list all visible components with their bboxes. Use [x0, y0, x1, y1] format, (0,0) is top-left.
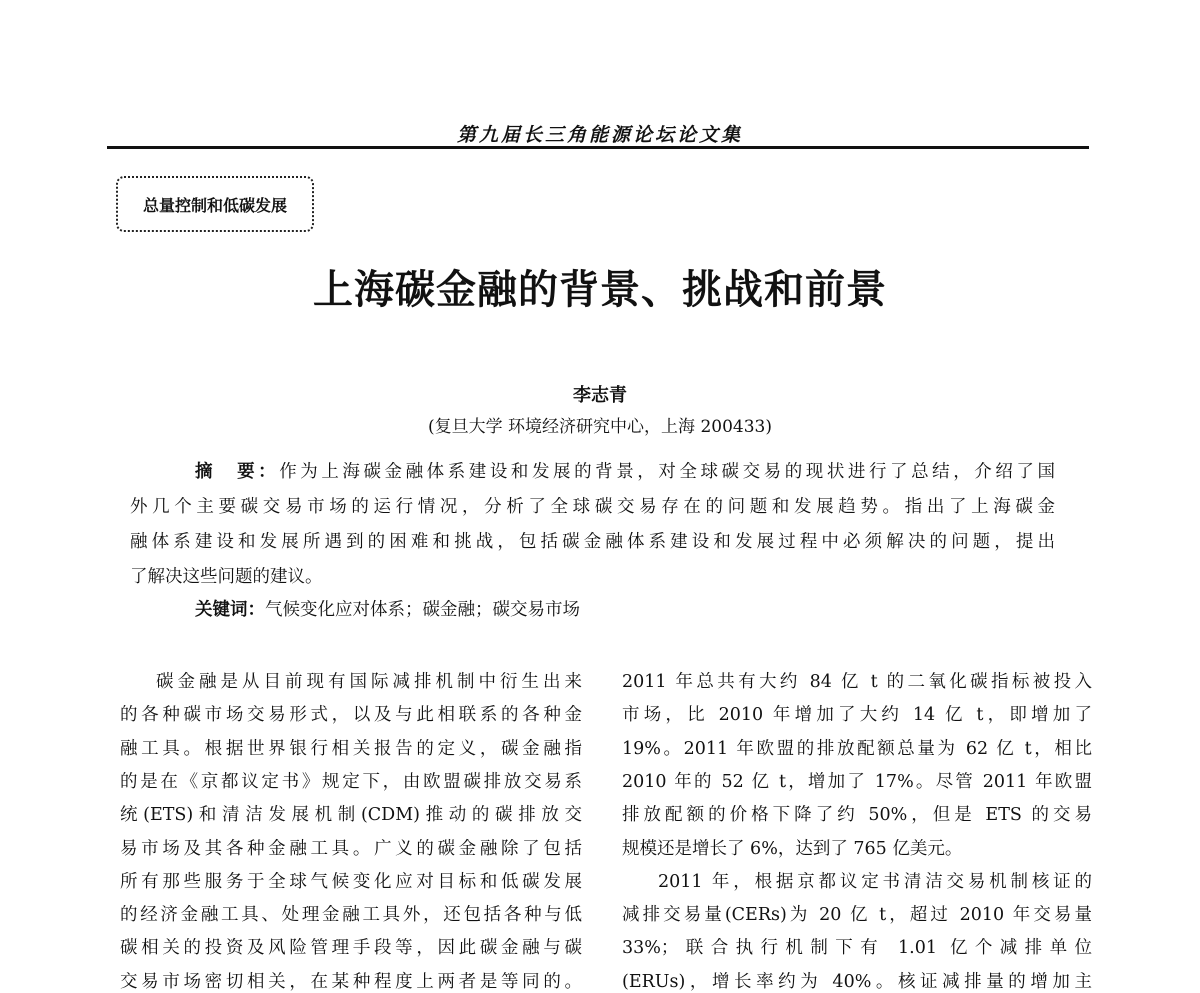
abstract-line: 融体系建设和发展所遇到的困难和挑战，包括碳金融体系建设和发展过程中必须解决的问题，提出: [130, 532, 1055, 552]
body-text-line: 市场，比 2010 年增加了大约 14 亿 t，即增加了: [622, 705, 1092, 726]
body-text-line: 19%。2011 年欧盟的排放配额总量为 62 亿 t，相比: [622, 738, 1092, 759]
body-text-line: 2011 年总共有大约 84 亿 t 的二氧化碳指标被投入: [622, 672, 1092, 692]
body-text-line: 碳相关的投资及风险管理手段等，因此碳金融与碳: [120, 938, 582, 959]
header-rule: [107, 146, 1089, 149]
body-text-line: 的经济金融工具、处理金融工具外，还包括各种与低: [120, 905, 582, 926]
body-text-line: 统(ETS)和清洁发展机制(CDM)推动的碳排放交: [120, 805, 582, 826]
body-text-line: 减排交易量(CERs)为 20 亿 t，超过 2010 年交易量: [622, 905, 1092, 926]
body-text-line: 碳金融是从目前现有国际减排机制中衍生出来: [156, 672, 582, 692]
body-text-line: (ERUs)，增长率约为 40%。核证减排量的增加主: [622, 971, 1092, 992]
keywords-text: 气候变化应对体系；碳金融；碳交易市场: [265, 600, 580, 620]
body-text-line: 易市场及其各种金融工具。广义的碳金融除了包括: [120, 838, 582, 859]
abstract-label: 摘 要：: [195, 462, 280, 482]
keywords: [195, 596, 580, 621]
keywords-label: 关键词：: [195, 600, 265, 620]
running-head: 第九届长三角能源论坛论文集: [456, 124, 743, 146]
body-text-line: 排放配额的价格下降了约 50%，但是 ETS 的交易: [622, 805, 1092, 826]
section-badge: 总量控制和低碳发展: [116, 176, 314, 232]
body-text-line: 的是在《京都议定书》规定下，由欧盟碳排放交易系: [120, 771, 582, 792]
abstract-line: 摘 要：作为上海碳金融体系建设和发展的背景，对全球碳交易的现状进行了总结，介绍了国: [195, 462, 1055, 482]
abstract-line: 了解决这些问题的建议。: [130, 567, 323, 587]
body-text-line: 融工具。根据世界银行相关报告的定义，碳金融指: [120, 738, 582, 759]
body-text-line: 所有那些服务于全球气候变化应对目标和低碳发展: [120, 871, 582, 892]
paper-title: 上海碳金融的背景、挑战和前景: [313, 267, 887, 313]
affiliation: (复旦大学 环境经济研究中心，上海 200433): [428, 417, 772, 437]
abstract-line: 外几个主要碳交易市场的运行情况，分析了全球碳交易存在的问题和发展趋势。指出了上海碳金: [130, 497, 1055, 517]
body-text-line: 33%；联合执行机制下有 1.01 亿个减排单位: [622, 938, 1092, 959]
body-text-line: 2010 年的 52 亿 t，增加了 17%。尽管 2011 年欧盟: [622, 771, 1092, 792]
body-text-line: 的各种碳市场交易形式，以及与此相联系的各种金: [120, 705, 582, 726]
body-text-line: 交易市场密切相关，在某种程度上两者是等同的。: [120, 971, 582, 992]
author: 李志青: [573, 385, 627, 406]
body-text-line: 规模还是增长了 6%，达到了 765 亿美元。: [622, 838, 963, 859]
body-text-line: 2011 年，根据京都议定书清洁交易机制核证的: [658, 871, 1092, 892]
